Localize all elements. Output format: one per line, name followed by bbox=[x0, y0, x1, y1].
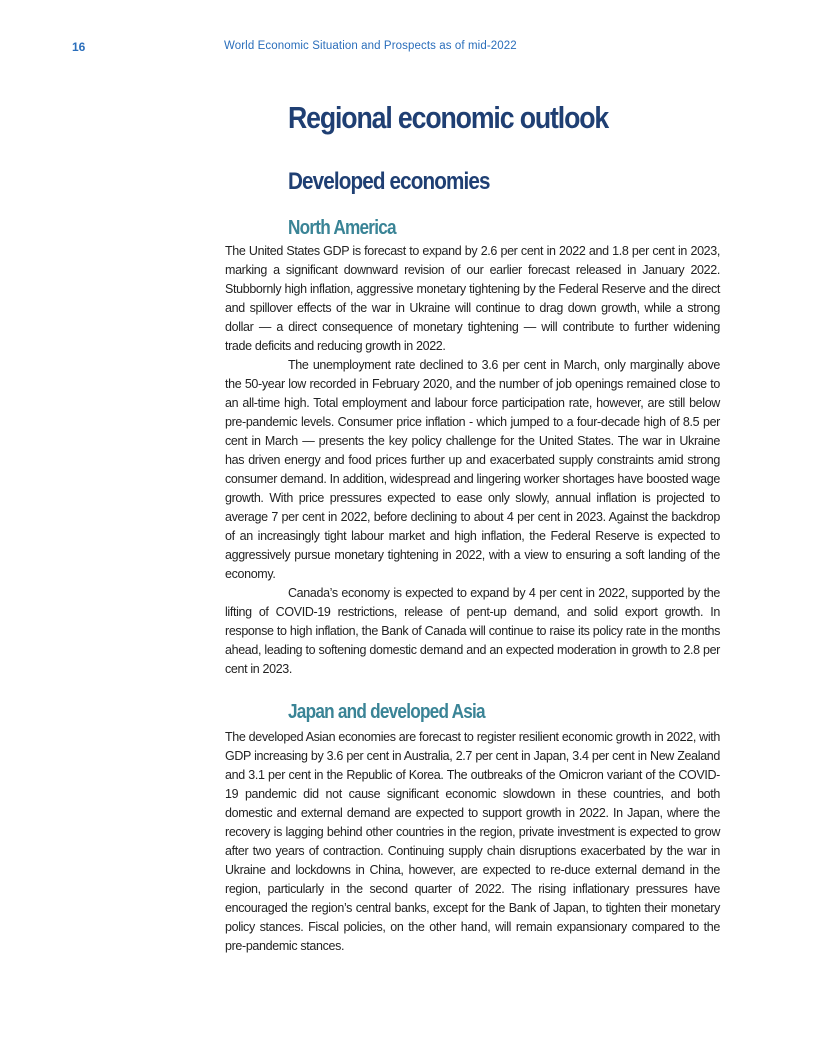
headings-block bbox=[225, 96, 720, 242]
page-number: 16 bbox=[72, 40, 86, 54]
subsection-heading-block bbox=[225, 698, 720, 726]
section-title: Developed economies bbox=[288, 168, 490, 195]
paragraph: The unemployment rate declined to 3.6 per cent in March, only marginally above the 50-year low recorded in February 2020, and the number of job openings remained close to an all-time high. Total employment and labour force participation rate, however, are still below pre-pandemic levels. Consumer price inflation - which jumped to a four-decade high of 8.5 per cent in March — presents the key policy challenge for the United States. The war in Ukraine has driven energy and food prices further up and exacerbated supply constraints amid strong consumer demand. In addition, widespread and lingering worker shortages have boosted wage growth. With price pressures expected to ease only slowly, annual inflation is projected to average 7 per cent in 2022, before declining to about 4 per cent in 2023. Against the backdrop of an increasingly tight labour market and high inflation, the Federal Reserve is expected to aggressively pursue monetary tightening in 2022, with a view to ensuring a soft landing of the economy. bbox=[225, 358, 720, 581]
paragraph: Canada’s economy is expected to expand by 4 per cent in 2022, supported by the lifting of COVID-19 restrictions, release of pent-up demand, and solid export growth. In response to high inflation, the Bank of Canada will continue to raise its policy rate in the months ahead, leading to softening domestic demand and an expected moderation in growth to 2.8 per cent in 2023. bbox=[225, 586, 720, 676]
running-header: World Economic Situation and Prospects as of mid-2022 bbox=[224, 40, 517, 52]
paragraph: The developed Asian economies are forecast to register resilient economic growth in 2022, with GDP increasing by 3.6 per cent in Australia, 2.7 per cent in Japan, 3.4 per cent in New Zealand and 3.1 per cent in the Republic of Korea. The outbreaks of the Omicron variant of the COVID-19 pandemic did not cause significant economic slowdown in these countries, and both domestic and external demand are expected to support growth in 2022. In Japan, where the recovery is lagging behind other countries in the region, private investment is expected to grow after two years of contraction. Continuing supply chain disruptions exacerbated by the war in Ukraine and lockdowns in China, however, are expected to re-duce external demand in the region, particularly in the second quarter of 2022. The rising inflationary pressures have encouraged the region’s central banks, except for the Bank of Japan, to tighten their monetary policy stances. Fiscal policies, on the other hand, will remain expansionary compared to the pre-pandemic stances. bbox=[225, 730, 720, 953]
subsection-title-japan-asia: Japan and developed Asia bbox=[288, 701, 485, 723]
chapter-title: Regional economic outlook bbox=[288, 100, 609, 135]
subsection-title-north-america: North America bbox=[288, 217, 396, 239]
main-content bbox=[225, 96, 720, 956]
paragraph: The United States GDP is forecast to expand by 2.6 per cent in 2022 and 1.8 per cent in 2023, marking a significant downward revision of our earlier forecast released in January 2022. Stubbornly high inflation, aggressive monetary tightening by the Federal Reserve and the direct and spillover effects of the war in Ukraine will continue to drag down growth, while a strong dollar — a direct consequence of monetary tightening — will contribute to further widening trade deficits and reducing growth in 2022. bbox=[225, 244, 720, 353]
